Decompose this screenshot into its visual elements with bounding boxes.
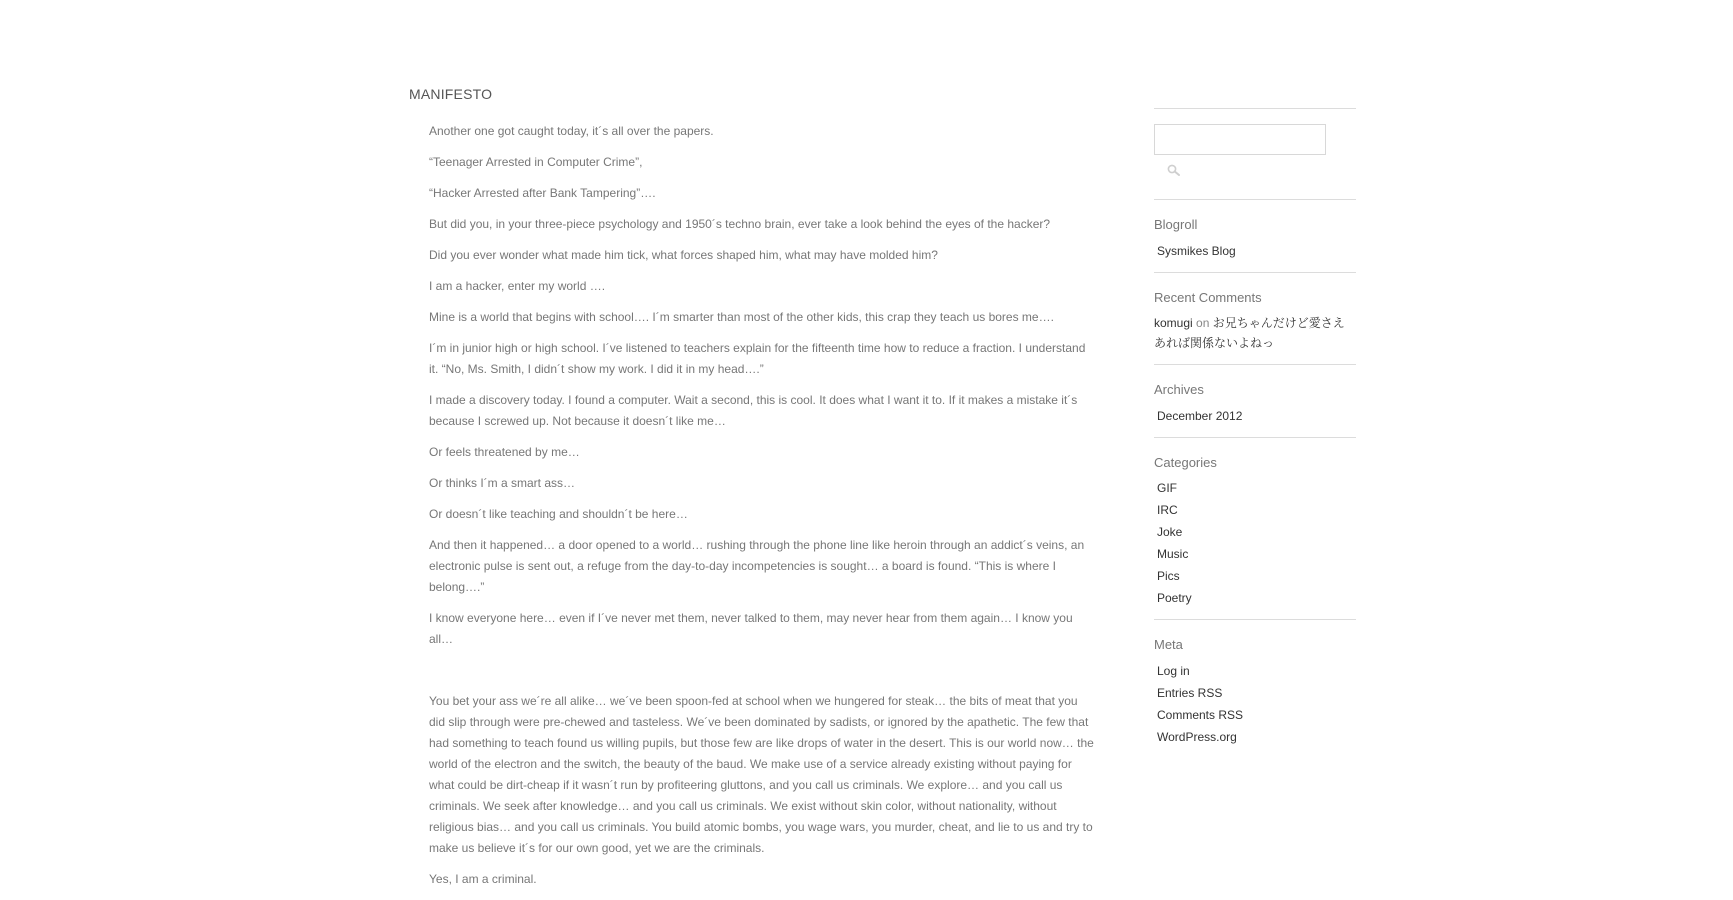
category-link-poetry[interactable]: Poetry xyxy=(1157,591,1192,605)
category-item xyxy=(1154,587,1356,609)
sidebar-divider xyxy=(1154,364,1356,365)
categories-widget xyxy=(1154,455,1356,609)
blogroll-list xyxy=(1154,240,1356,262)
article-paragraph: Or thinks I´m a smart ass… xyxy=(429,476,576,490)
category-item xyxy=(1154,521,1356,543)
article-paragraph: I made a discovery today. I found a computer. Wait a second, this is cool. It does what I want it to. If it makes a mistake it´s because I screwed up. Not because it doesn´t like me… xyxy=(429,393,1078,428)
blogroll-link-sysmikes[interactable]: Sysmikes Blog xyxy=(1157,244,1236,258)
category-item xyxy=(1154,477,1356,499)
article-body xyxy=(429,121,1095,900)
category-link-gif[interactable]: GIF xyxy=(1157,481,1177,495)
category-item xyxy=(1154,565,1356,587)
comment-post-link[interactable]: お兄ちゃんだけど愛さえあれば関係ないよねっ xyxy=(1154,316,1345,350)
category-item xyxy=(1154,543,1356,565)
meta-item xyxy=(1154,660,1356,682)
archives-widget xyxy=(1154,382,1356,427)
category-item xyxy=(1154,499,1356,521)
sidebar-divider xyxy=(1154,619,1356,620)
article-paragraph: I am a hacker, enter my world …. xyxy=(429,279,606,293)
search-widget xyxy=(1154,109,1356,179)
comment-on-label: on xyxy=(1196,316,1210,330)
category-link-joke[interactable]: Joke xyxy=(1157,525,1183,539)
category-link-music[interactable]: Music xyxy=(1157,547,1189,561)
sidebar xyxy=(1154,108,1356,748)
meta-link-comments-rss[interactable]: Comments RSS xyxy=(1157,708,1244,722)
meta-link-entries-rss[interactable]: Entries RSS xyxy=(1157,686,1223,700)
meta-title: Meta xyxy=(1154,637,1183,652)
blogroll-widget xyxy=(1154,217,1356,262)
meta-link-wordpress-org[interactable]: WordPress.org xyxy=(1157,730,1237,744)
comment-author-link[interactable]: komugi xyxy=(1154,316,1193,330)
sidebar-divider xyxy=(1154,272,1356,273)
category-link-irc[interactable]: IRC xyxy=(1157,503,1178,517)
meta-item xyxy=(1154,704,1356,726)
article-paragraph: I know everyone here… even if I´ve never met them, never talked to them, may never hear from them again… I know you all… xyxy=(429,611,1073,646)
article-paragraph: Mine is a world that begins with school…. I´m smarter than most of the other kids, this crap they teach us bores me…. xyxy=(429,310,1054,324)
article-paragraph: “Hacker Arrested after Bank Tampering”…. xyxy=(429,186,656,200)
meta-link-log-in[interactable]: Log in xyxy=(1157,664,1190,678)
meta-item xyxy=(1154,726,1356,748)
article-paragraph: “Teenager Arrested in Computer Crime”, xyxy=(429,155,643,169)
article-paragraph: Yes, I am a criminal. xyxy=(429,872,537,886)
categories-title: Categories xyxy=(1154,455,1217,470)
meta-widget xyxy=(1154,637,1356,748)
article-paragraph: And then it happened… a door opened to a world… rushing through the phone line like heroin through an addict´s veins, an electronic pulse is sent out, a refuge from the day-to-day incompetencies is sought… a board is found. “This is where I belong….” xyxy=(429,538,1085,594)
recent-comments-title: Recent Comments xyxy=(1154,290,1262,305)
page-title: MANIFESTO xyxy=(409,86,493,102)
sidebar-divider xyxy=(1154,437,1356,438)
blogroll-title: Blogroll xyxy=(1154,217,1198,232)
meta-list xyxy=(1154,660,1356,748)
article-paragraph: You bet your ass we´re all alike… we´ve been spoon-fed at school when we hungered for steak… the bits of meat that you did slip through were pre-chewed and tasteless. We´ve been dominated by sadists, or ignored by the apathetic. The few that had something to teach found us willing pupils, but those few are like drops of water in the desert. This is our world now… the world of the electron and the switch, the beauty of the baud. We make use of a service already existing without paying for what could be dirt-cheap if it wasn´t run by profiteering gluttons, and you call us criminals. We explore… and you call us criminals. We seek after knowledge… and you call us criminals. We exist without skin color, without nationality, without religious bias… and you call us criminals. You build atomic bombs, you wage wars, you murder, cheat, and lie to us and try to make us believe it´s for our own good, yet we are the criminals. xyxy=(429,694,1094,855)
article-paragraph: Did you ever wonder what made him tick, what forces shaped him, what may have molded him? xyxy=(429,248,938,262)
article-paragraph: Or doesn´t like teaching and shouldn´t be here… xyxy=(429,507,688,521)
recent-comments-widget xyxy=(1154,290,1356,353)
meta-item xyxy=(1154,682,1356,704)
archives-title: Archives xyxy=(1154,382,1204,397)
search-icon xyxy=(1166,163,1182,177)
search-button[interactable] xyxy=(1164,163,1184,179)
search-input[interactable] xyxy=(1154,124,1326,155)
recent-comment-item xyxy=(1154,313,1356,353)
blogroll-item xyxy=(1154,240,1356,262)
categories-list xyxy=(1154,477,1356,609)
article-paragraph: Another one got caught today, it´s all over the papers. xyxy=(429,124,714,138)
article-paragraph: Or feels threatened by me… xyxy=(429,445,580,459)
article-paragraph: I´m in junior high or high school. I´ve listened to teachers explain for the fifteenth time how to reduce a fraction. I understand it. “No, Ms. Smith, I didn´t show my work. I did it in my head….” xyxy=(429,341,1086,376)
article-paragraph: But did you, in your three-piece psychology and 1950´s techno brain, ever take a look behind the eyes of the hacker? xyxy=(429,217,1051,231)
archive-link-december-2012[interactable]: December 2012 xyxy=(1157,409,1243,423)
sidebar-divider xyxy=(1154,199,1356,200)
archives-list xyxy=(1154,405,1356,427)
archives-item xyxy=(1154,405,1356,427)
category-link-pics[interactable]: Pics xyxy=(1157,569,1180,583)
